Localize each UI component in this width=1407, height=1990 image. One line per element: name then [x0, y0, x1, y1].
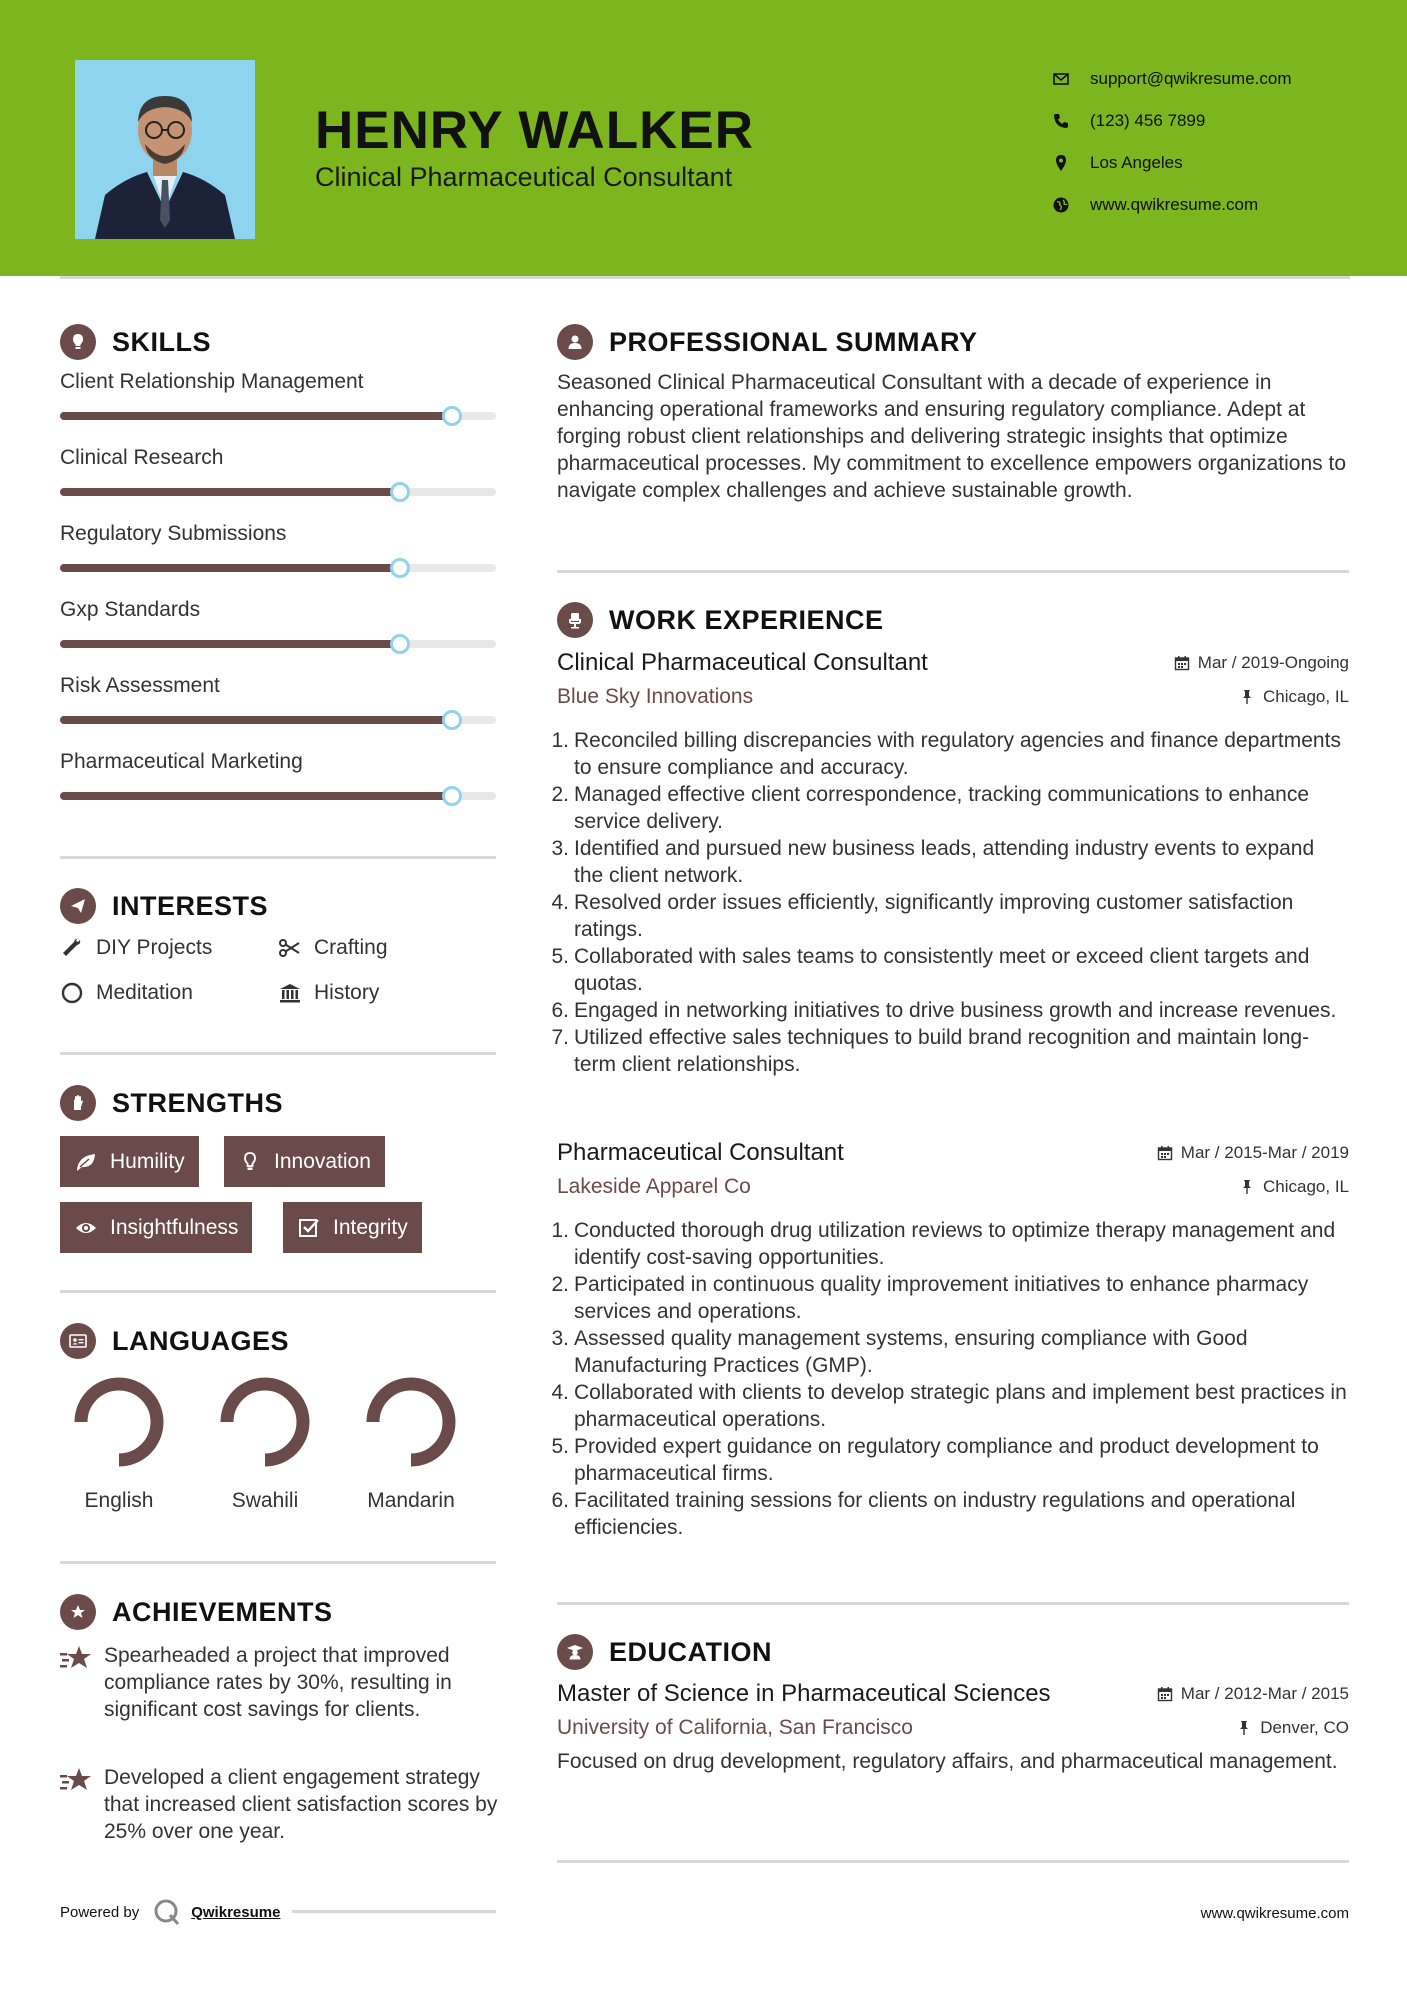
office-chair-icon [557, 602, 593, 638]
pushpin-icon [1236, 1720, 1252, 1736]
circle-icon [60, 981, 84, 1005]
job-bullet: 2. Managed effective client correspondence, tracking communications to enhance service delivery. [551, 783, 1310, 833]
skill-knob [390, 634, 410, 654]
language-item [205, 1374, 325, 1513]
job-entry [551, 1139, 1349, 1541]
calendar-icon [1174, 655, 1190, 671]
scissors-icon [278, 936, 302, 960]
skill-knob [442, 786, 462, 806]
contact-email-text: support@qwikresume.com [1090, 69, 1292, 88]
interest-label: Crafting [314, 936, 388, 959]
skill-knob [442, 406, 462, 426]
skill-item [60, 446, 496, 496]
section-divider [60, 1290, 496, 1293]
job-title: Pharmaceutical Consultant [557, 1139, 844, 1166]
job-dates [1157, 1143, 1349, 1163]
strength-tag [283, 1202, 422, 1253]
summary-title: PROFESSIONAL SUMMARY [609, 326, 978, 357]
summary-heading [557, 324, 978, 360]
interest-item [278, 936, 388, 960]
language-gauge [71, 1374, 167, 1470]
job-bullet: 1. Reconciled billing discrepancies with regulatory agencies and finance departments to ensure compliance and accuracy. [551, 729, 1341, 779]
strengths-heading [60, 1085, 283, 1121]
section-divider [557, 570, 1349, 573]
job-company: Lakeside Apparel Co [557, 1175, 751, 1198]
section-divider [60, 1561, 496, 1564]
candidate-name: HENRY WALKER [315, 101, 754, 160]
languages-heading [60, 1323, 289, 1359]
contact-location [1052, 142, 1292, 184]
interest-label: History [314, 981, 380, 1004]
achievements-title: ACHIEVEMENTS [112, 1596, 333, 1627]
language-item [351, 1374, 471, 1513]
contact-info [1052, 58, 1292, 226]
leaf-icon [74, 1150, 98, 1174]
job-bullet: 7. Utilized effective sales techniques to build brand recognition and maintain long-term client relationships. [551, 1026, 1310, 1076]
job-bullet: 3. Identified and pursued new business leads, attending industry events to expand the client network. [551, 837, 1315, 887]
header-divider [60, 276, 1350, 279]
job-location-text: Chicago, IL [1263, 1177, 1349, 1196]
strength-tag [60, 1202, 252, 1253]
phone-icon [1052, 112, 1070, 130]
powered-by-label: Powered by [60, 1903, 140, 1921]
contact-website[interactable] [1052, 184, 1292, 226]
candidate-title: Clinical Pharmaceutical Consultant [315, 162, 733, 192]
contact-phone-text: (123) 456 7899 [1090, 111, 1206, 130]
skill-bar [60, 792, 496, 800]
envelope-icon [1052, 70, 1070, 88]
wrench-icon [60, 936, 84, 960]
skill-item [60, 598, 496, 648]
bank-icon [278, 981, 302, 1005]
skills-title: SKILLS [112, 326, 212, 357]
strength-label: Integrity [333, 1215, 408, 1239]
skill-knob [390, 482, 410, 502]
interest-item [278, 981, 379, 1005]
job-bullets [551, 727, 1349, 1078]
experience-title: WORK EXPERIENCE [609, 604, 884, 635]
resume-header [0, 0, 1407, 276]
job-dates-text: Mar / 2019-Ongoing [1197, 653, 1349, 672]
job-bullet: 4. Collaborated with clients to develop strategic plans and implement best practices in pharmaceutical operations. [551, 1381, 1347, 1431]
education-description: Focused on drug development, regulatory affairs, and pharmaceutical management. [557, 1750, 1338, 1773]
pushpin-icon [1239, 689, 1255, 705]
skill-name: Client Relationship Management [60, 370, 364, 393]
star-icon [60, 1644, 92, 1672]
star-badge-icon [60, 1594, 96, 1630]
strength-tag [224, 1136, 385, 1187]
school-name: University of California, San Francisco [557, 1716, 913, 1739]
strength-label: Innovation [274, 1149, 371, 1173]
strength-label: Humility [110, 1149, 185, 1173]
skill-bar [60, 716, 496, 724]
footer-website[interactable]: www.qwikresume.com [1200, 1905, 1349, 1922]
job-location [1239, 1177, 1349, 1197]
job-bullet: 1. Conducted thorough drug utilization reviews to optimize therapy management and identify cost-saving opportunities. [551, 1219, 1336, 1269]
achievement-text: Developed a client engagement strategy that increased client satisfaction scores by 25% over one year. [104, 1766, 498, 1843]
experience-heading [557, 602, 884, 638]
job-bullet: 5. Collaborated with sales teams to consistently meet or exceed client targets and quotas. [551, 945, 1310, 995]
eye-icon [74, 1216, 98, 1240]
job-location-text: Chicago, IL [1263, 687, 1349, 706]
skill-item [60, 370, 496, 420]
skill-name: Regulatory Submissions [60, 522, 287, 545]
star-icon [60, 1766, 92, 1794]
lightbulb-icon [238, 1150, 262, 1174]
education-dates [1157, 1684, 1349, 1704]
section-divider [557, 1602, 1349, 1605]
section-divider [557, 1860, 1349, 1863]
language-item [59, 1374, 179, 1513]
footer-divider [292, 1910, 496, 1913]
job-bullet: 3. Assessed quality management systems, ensuring compliance with Good Manufacturing Practices (GMP). [551, 1327, 1248, 1377]
skill-bar [60, 412, 496, 420]
skill-name: Risk Assessment [60, 674, 220, 697]
user-icon [557, 324, 593, 360]
job-dates-text: Mar / 2015-Mar / 2019 [1180, 1143, 1349, 1162]
achievement-item [60, 1642, 500, 1723]
languages-title: LANGUAGES [112, 1325, 290, 1356]
skill-bar [60, 488, 496, 496]
skill-name: Gxp Standards [60, 598, 201, 621]
skill-name: Clinical Research [60, 446, 224, 469]
language-name: Swahili [231, 1489, 299, 1512]
job-location [1239, 687, 1349, 707]
map-pin-icon [1052, 154, 1070, 172]
hand-icon [60, 1085, 96, 1121]
section-divider [60, 1052, 496, 1055]
graduate-icon [557, 1634, 593, 1670]
id-card-icon [60, 1323, 96, 1359]
language-gauge [363, 1374, 459, 1470]
skill-item [60, 522, 496, 572]
interest-label: Meditation [96, 981, 193, 1004]
calendar-icon [1157, 1145, 1173, 1161]
paper-plane-icon [60, 888, 96, 924]
job-company: Blue Sky Innovations [557, 685, 754, 708]
job-bullet: 2. Participated in continuous quality improvement initiatives to enhance pharmacy services and operations. [551, 1273, 1309, 1323]
job-bullet: 6. Facilitated training sessions for clients on industry regulations and operational efficiencies. [551, 1489, 1296, 1539]
interests-heading [60, 888, 268, 924]
job-dates [1174, 653, 1349, 673]
education-dates-text: Mar / 2012-Mar / 2015 [1180, 1684, 1349, 1703]
globe-icon [1052, 196, 1070, 214]
job-bullets [551, 1217, 1349, 1541]
contact-phone[interactable] [1052, 100, 1292, 142]
language-name: Mandarin [367, 1489, 455, 1512]
calendar-icon [1157, 1686, 1173, 1702]
qwikresume-logo-icon [153, 1898, 181, 1926]
education-location [1236, 1718, 1349, 1738]
skill-item [60, 674, 496, 724]
powered-by [60, 1898, 280, 1926]
skill-knob [442, 710, 462, 730]
achievement-text: Spearheaded a project that improved compliance rates by 30%, resulting in significant cost savings for clients. [104, 1644, 452, 1721]
job-bullet: 5. Provided expert guidance on regulatory compliance and product development to pharmaceutical firms. [551, 1435, 1319, 1485]
interests-title: INTERESTS [112, 890, 269, 921]
skill-item [60, 750, 496, 800]
lightbulb-icon [60, 324, 96, 360]
skill-name: Pharmaceutical Marketing [60, 750, 303, 773]
job-bullet: 4. Resolved order issues efficiently, significantly improving customer satisfaction ratings. [551, 891, 1294, 941]
contact-email[interactable] [1052, 58, 1292, 100]
profile-photo [75, 60, 255, 239]
education-heading [557, 1634, 772, 1670]
summary-text: Seasoned Clinical Pharmaceutical Consultant with a decade of experience in enhancing operational frameworks and ensuring regulatory compliance. Adept at forging robust client relationships and delivering strategic insights that optimize pharmaceutical processes. My commitment to excellence empowers organizations to navigate complex challenges and achieve sustainable growth. [557, 371, 1347, 502]
skills-heading [60, 324, 211, 360]
education-location-text: Denver, CO [1260, 1718, 1349, 1737]
language-gauge [217, 1374, 313, 1470]
education-entry [557, 1680, 1349, 1775]
achievements-heading [60, 1594, 333, 1630]
education-title: EDUCATION [609, 1636, 772, 1667]
interest-item [60, 981, 193, 1005]
skill-knob [390, 558, 410, 578]
interest-item [60, 936, 212, 960]
degree-title: Master of Science in Pharmaceutical Sciences [557, 1680, 1051, 1707]
contact-location-text: Los Angeles [1090, 153, 1183, 172]
strength-tag [60, 1136, 199, 1187]
strength-label: Insightfulness [110, 1215, 239, 1239]
strengths-title: STRENGTHS [112, 1087, 284, 1118]
skill-bar [60, 564, 496, 572]
job-bullet: 6. Engaged in networking initiatives to drive business growth and increase revenues. [551, 999, 1337, 1022]
contact-website-text: www.qwikresume.com [1090, 195, 1259, 214]
achievement-item [60, 1764, 500, 1845]
job-title: Clinical Pharmaceutical Consultant [557, 649, 928, 676]
skill-bar [60, 640, 496, 648]
language-name: English [84, 1489, 154, 1512]
pushpin-icon [1239, 1179, 1255, 1195]
job-entry [551, 649, 1349, 1078]
qwikresume-link[interactable]: Qwikresume [191, 1903, 281, 1921]
check-square-icon [297, 1216, 321, 1240]
section-divider [60, 856, 496, 859]
interest-label: DIY Projects [96, 936, 213, 959]
